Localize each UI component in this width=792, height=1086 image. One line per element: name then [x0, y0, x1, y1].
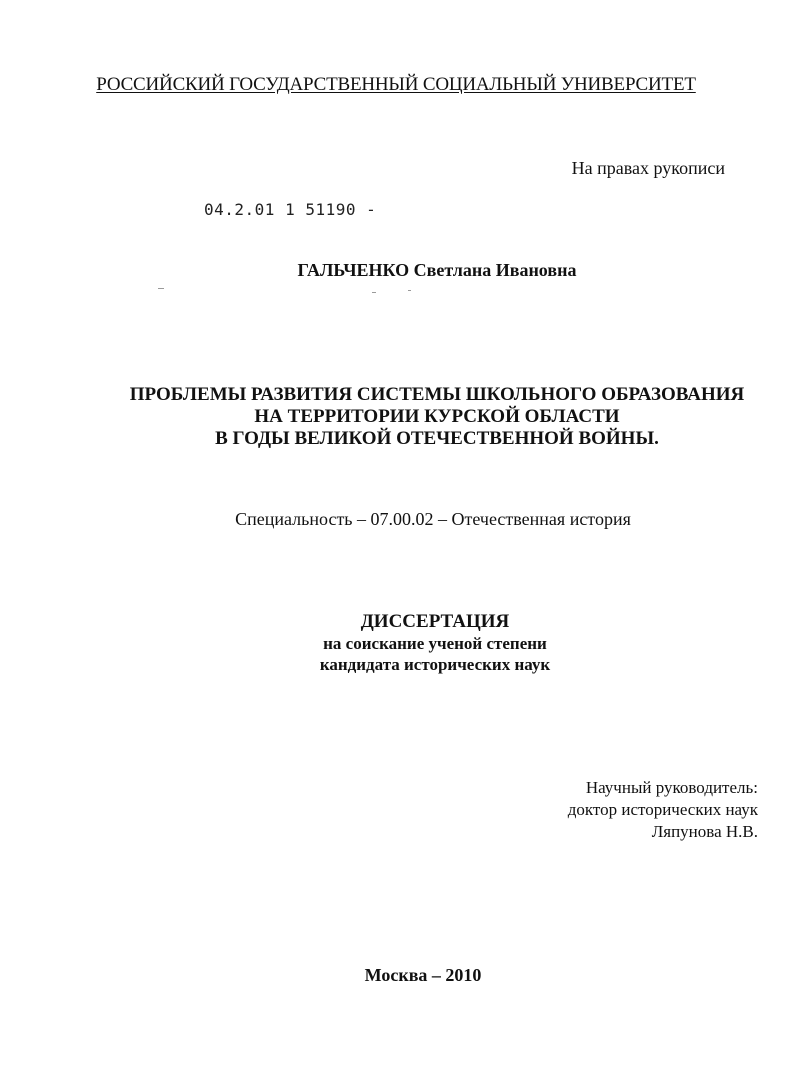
degree-line: кандидата исторических наук — [319, 655, 551, 674]
dissertation-title — [0, 384, 792, 450]
title-line: НА ТЕРРИТОРИИ КУРСКОЙ ОБЛАСТИ — [254, 406, 620, 427]
university-name: РОССИЙСКИЙ ГОСУДАРСТВЕННЫЙ СОЦИАЛЬНЫЙ УНИВЕРСИТЕТ — [96, 74, 696, 95]
scan-mark — [158, 288, 164, 289]
supervisor-label: Научный руководитель: — [585, 778, 758, 797]
dissertation-heading: ДИССЕРТАЦИЯ — [360, 611, 510, 632]
degree-block — [0, 611, 792, 675]
author-name: ГАЛЬЧЕНКО Светлана Ивановна — [297, 260, 577, 280]
stamp-code: 04.2.01 1 51190 - — [204, 200, 377, 219]
supervisor-name: Ляпунова Н.В. — [651, 822, 758, 841]
supervisor-block — [568, 777, 758, 843]
title-line: В ГОДЫ ВЕЛИКОЙ ОТЕЧЕСТВЕННОЙ ВОЙНЫ. — [215, 428, 659, 449]
scan-mark — [408, 290, 411, 291]
degree-line: на соискание ученой степени — [323, 634, 547, 653]
rights-note: На правах рукописи — [571, 158, 725, 178]
title-line: ПРОБЛЕМЫ РАЗВИТИЯ СИСТЕМЫ ШКОЛЬНОГО ОБРАЗОВАНИЯ — [129, 384, 745, 405]
city-year: Москва – 2010 — [364, 965, 482, 985]
scan-mark — [372, 292, 376, 293]
supervisor-degree: доктор исторических наук — [567, 800, 758, 819]
specialty: Специальность – 07.00.02 – Отечественная история — [235, 509, 631, 529]
